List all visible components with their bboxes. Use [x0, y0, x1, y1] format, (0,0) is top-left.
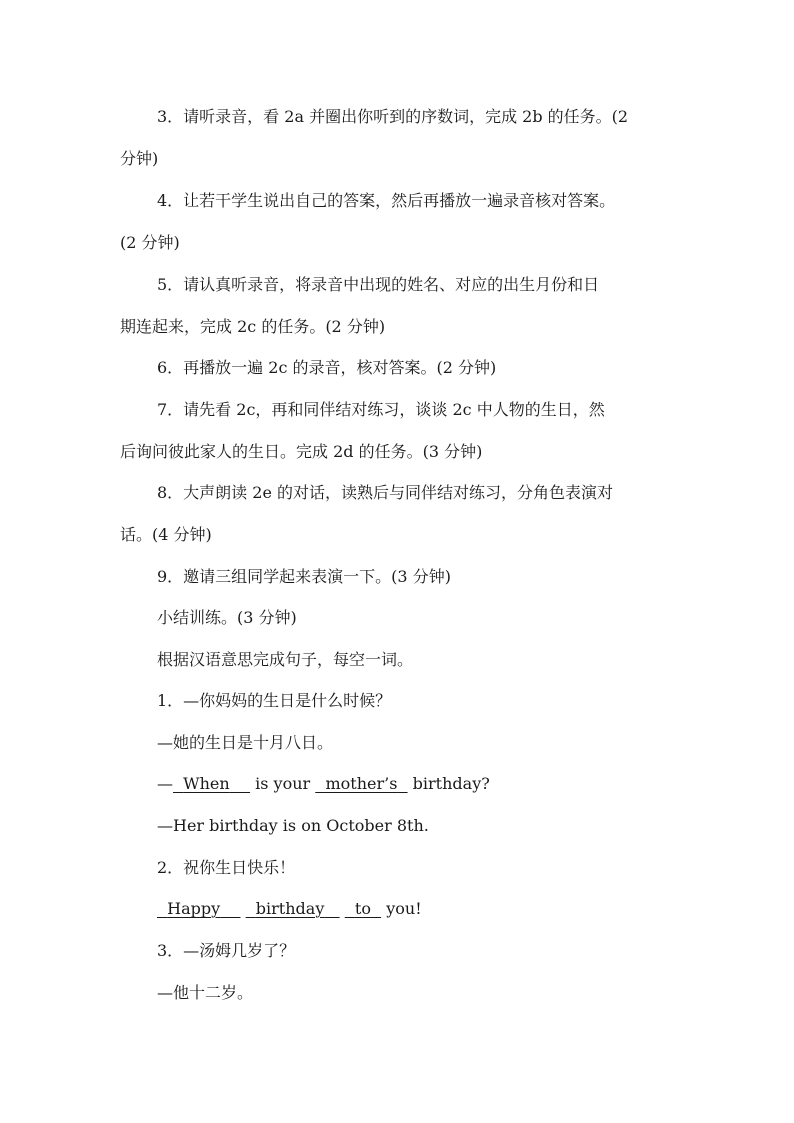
question-3-prompt: 3．—汤姆几岁了？ [157, 941, 296, 960]
step-6-line: 6．再播放一遍 2c 的录音，核对答案。(2 分钟) [157, 358, 497, 377]
step-7-line-2: 后询问彼此家人的生日。完成 2d 的任务。(3 分钟) [120, 442, 483, 461]
question-1-prompt: 1．—你妈妈的生日是什么时候？ [157, 691, 392, 710]
answer-text: you! [386, 899, 422, 918]
answer-blank-to: to [354, 899, 371, 918]
answer-blank-mothers: mother’s [325, 774, 398, 793]
step-9-line: 9．邀请三组同学起来表演一下。(3 分钟) [157, 567, 451, 586]
step-4-line-2: (2 分钟) [120, 233, 180, 252]
answer-blank-when: When [183, 774, 230, 793]
summary-heading: 小结训练。(3 分钟) [157, 608, 297, 627]
question-2-answer-line [157, 898, 422, 920]
question-1-answer-sentence: —Her birthday is on October 8th. [157, 816, 429, 835]
step-5-line-1: 5．请认真听录音，将录音中出现的姓名、对应的出生月份和日 [157, 275, 600, 294]
answer-blank-birthday: birthday [255, 899, 325, 918]
answer-text: birthday? [412, 774, 490, 793]
answer-text: is your [255, 774, 311, 793]
question-2-prompt: 2．祝你生日快乐！ [157, 858, 296, 877]
step-3-line-2: 分钟) [120, 149, 159, 168]
step-7-line-1: 7．请先看 2c，再和同伴结对练习，谈谈 2c 中人物的生日，然 [157, 400, 605, 419]
question-3-reply: —他十二岁。 [157, 983, 254, 1002]
step-4-line-1: 4．让若干学生说出自己的答案，然后再播放一遍录音核对答案。 [157, 191, 616, 210]
question-1-answer-line [157, 773, 490, 795]
question-1-reply: —她的生日是十月八日。 [157, 733, 334, 752]
step-8-line-1: 8．大声朗读 2e 的对话，读熟后与同伴结对练习，分角色表演对 [157, 483, 614, 502]
exercise-instructions: 根据汉语意思完成句子，每空一词。 [157, 650, 414, 669]
step-8-line-2: 话。(4 分钟) [120, 525, 212, 544]
dash: — [157, 774, 173, 793]
step-5-line-2: 期连起来，完成 2c 的任务。(2 分钟) [120, 317, 386, 336]
answer-blank-happy: Happy [167, 899, 221, 918]
step-3-line-1: 3．请听录音，看 2a 并圈出你听到的序数词，完成 2b 的任务。(2 [157, 107, 629, 126]
